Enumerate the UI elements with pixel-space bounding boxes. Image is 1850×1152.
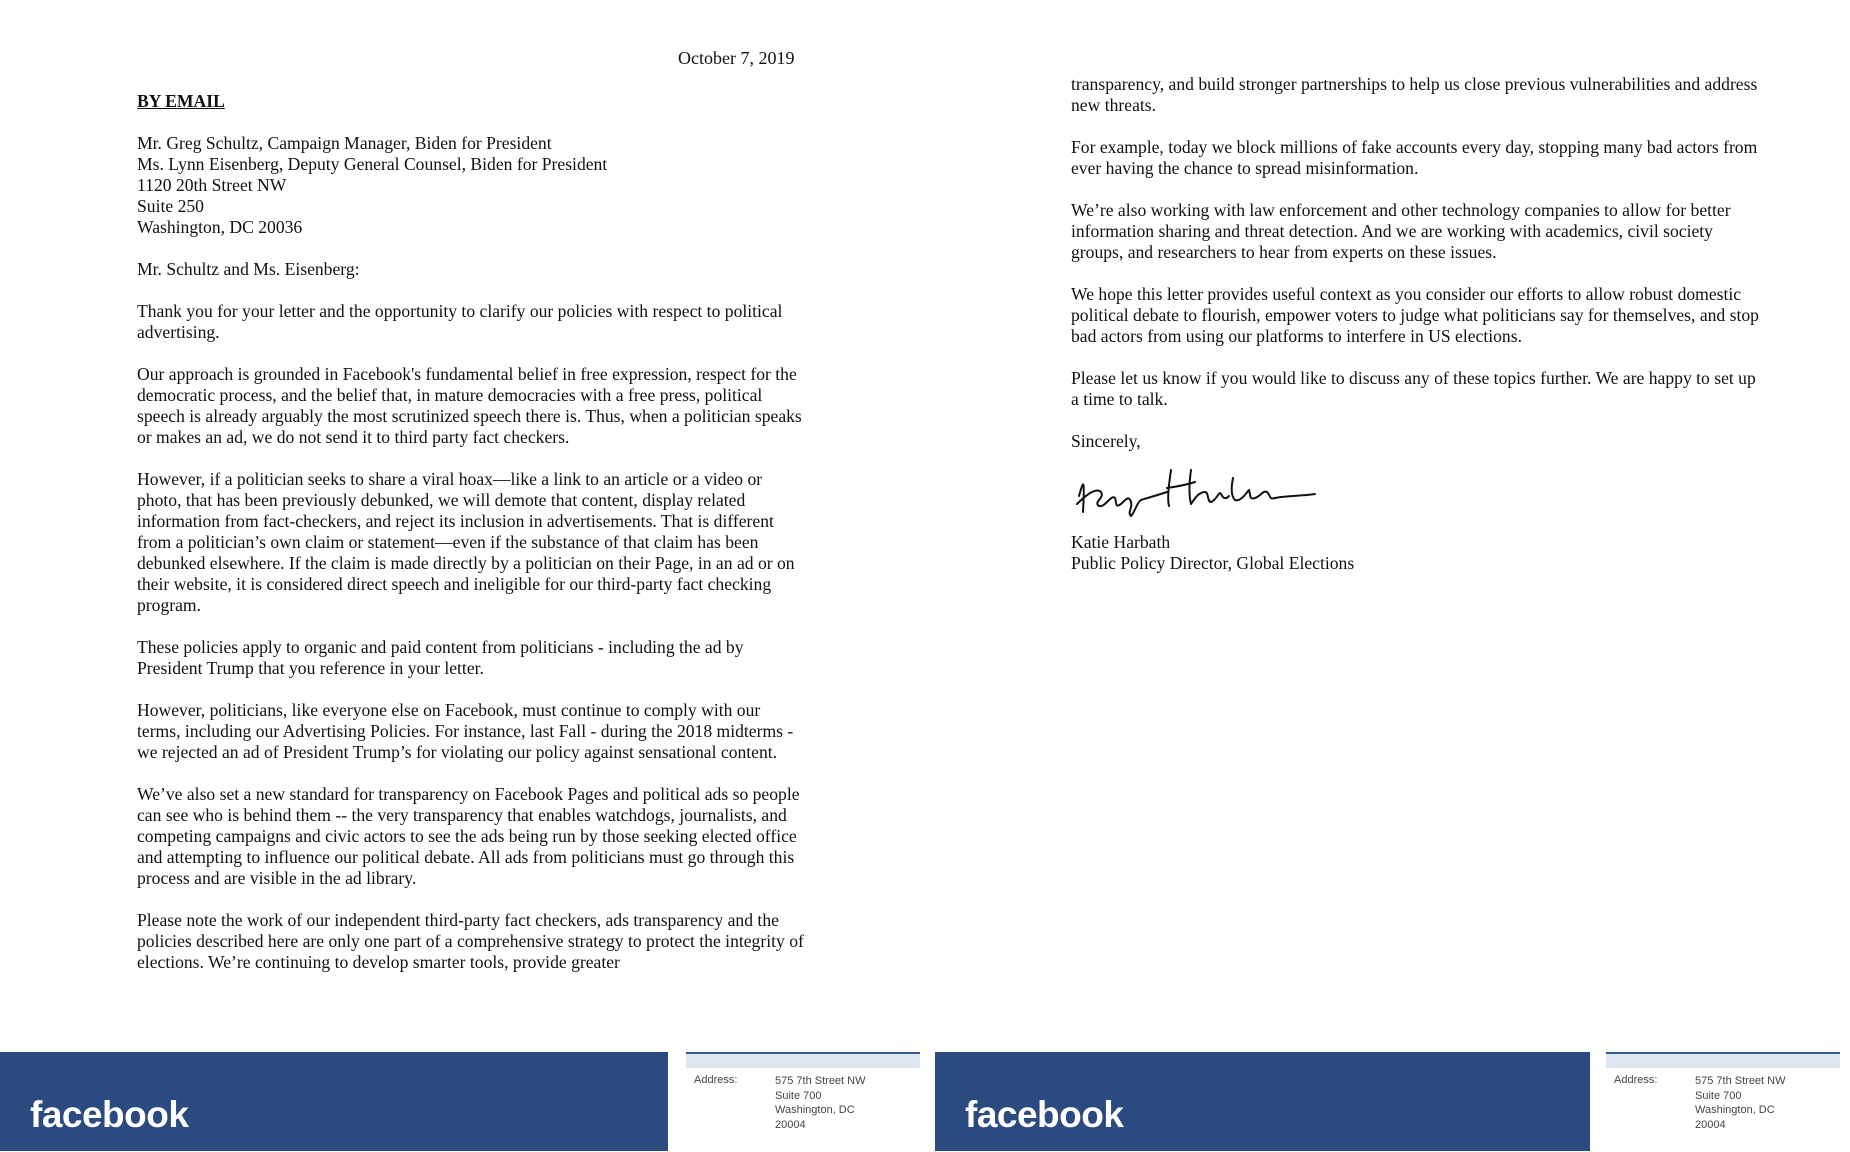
address-line: 20004 — [1695, 1118, 1726, 1131]
paragraph: We’ve also set a new standard for transparency on Facebook Pages and political ads so people can see who is behind them -- the very transparency that enables watchdogs, journalists, and competing campaigns and civic actors to see the ads being run by those seeking elected office and attempting to influence our political debate. All ads from politicians must go through this process and are visible in the ad library. — [137, 784, 800, 888]
address-bar — [1606, 1052, 1840, 1068]
closing: Sincerely, — [1071, 431, 1141, 451]
letter-body-page-2 — [1071, 74, 1761, 595]
footer-address — [1606, 1052, 1840, 1151]
paragraph: However, politicians, like everyone else on Facebook, must continue to comply with our terms, including our Advertising Policies. For instance, last Fall - during the 2018 midterms - we rejected an ad of President Trump’s for violating our policy against sensational content. — [137, 700, 794, 762]
paragraph: Please let us know if you would like to discuss any of these topics further. We are happy to set up a time to talk. — [1071, 368, 1756, 409]
recipient-line: Washington, DC 20036 — [137, 217, 303, 237]
recipient-line: Ms. Lynn Eisenberg, Deputy General Counsel, Biden for President — [137, 154, 608, 174]
address-line: Suite 700 — [775, 1089, 822, 1102]
letter-page-2 — [935, 0, 1850, 1152]
facebook-logo: facebook — [965, 1094, 1124, 1135]
address-label: Address: — [1614, 1074, 1658, 1086]
facebook-logo: facebook — [30, 1094, 189, 1135]
signature — [1071, 462, 1321, 522]
signer-title: Public Policy Director, Global Elections — [1071, 553, 1355, 573]
address-line: Suite 700 — [1695, 1089, 1742, 1102]
footer-band — [935, 1052, 1590, 1151]
paragraph: For example, today we block millions of fake accounts every day, stopping many bad actors from ever having the chance to spread misinformation. — [1071, 137, 1758, 178]
address-bar — [686, 1052, 920, 1068]
address-line: 20004 — [775, 1118, 806, 1131]
signer-name: Katie Harbath — [1071, 532, 1171, 552]
letterhead-footer — [935, 1052, 1850, 1152]
address-label: Address: — [694, 1074, 738, 1086]
paragraph: We hope this letter provides useful context as you consider our efforts to allow robust domestic political debate to flourish, empower voters to judge what politicians say for themselves, and stop bad actors from using our platforms to interfere in US elections. — [1071, 284, 1759, 346]
address-line: Washington, DC — [1695, 1104, 1775, 1116]
letter-body-page-1 — [137, 91, 807, 994]
paragraph: Our approach is grounded in Facebook's fundamental belief in free expression, respect for the democratic process, and the belief that, in mature democracies with a free press, political speech is already arguably the most scrutinized speech there is. Thus, when a politician speaks or makes an ad, we do not send it to third party fact checkers. — [137, 364, 802, 447]
paragraph: Thank you for your letter and the opportunity to clarify our policies with respect to political advertising. — [137, 301, 783, 342]
paragraph: However, if a politician seeks to share a viral hoax—like a link to an article or a video or photo, that has been previously debunked, we will demote that content, display related information from fact-checkers, and reject its inclusion in advertisements. That is different from a politician’s own claim or statement—even if the substance of that claim has been debunked elsewhere. If the claim is made directly by a politician on their Page, in an ad or on their website, it is considered direct speech and ineligible for our third-party fact checking program. — [137, 469, 795, 615]
address-line: Washington, DC — [775, 1104, 855, 1116]
address-value — [775, 1074, 866, 1132]
salutation: Mr. Schultz and Ms. Eisenberg: — [137, 259, 360, 279]
paragraph: We’re also working with law enforcement and other technology companies to allow for better information sharing and threat detection. And we are working with academics, civil society groups, and researchers to hear from experts on these issues. — [1071, 200, 1731, 262]
letterhead-footer — [0, 1052, 925, 1152]
paragraph: transparency, and build stronger partnerships to help us close previous vulnerabilities and address new threats. — [1071, 74, 1758, 115]
address-line: 575 7th Street NW — [1695, 1075, 1786, 1087]
recipient-line: Suite 250 — [137, 196, 204, 216]
address-line: 575 7th Street NW — [775, 1075, 866, 1087]
signer-block — [1071, 532, 1761, 574]
letter-date: October 7, 2019 — [678, 48, 795, 68]
paragraph: Please note the work of our independent third-party fact checkers, ads transparency and the policies described here are only one part of a comprehensive strategy to protect the integrity of elections. We’re continuing to develop smarter tools, provide greater — [137, 910, 804, 972]
recipient-line: Mr. Greg Schultz, Campaign Manager, Biden for President — [137, 133, 552, 153]
address-value — [1695, 1074, 1786, 1132]
footer-band — [0, 1052, 668, 1151]
recipient-block — [137, 133, 807, 238]
footer-address — [686, 1052, 920, 1151]
paragraph: These policies apply to organic and paid content from politicians - including the ad by President Trump that you reference in your letter. — [137, 637, 744, 678]
recipient-line: 1120 20th Street NW — [137, 175, 287, 195]
delivery-method: BY EMAIL — [137, 91, 225, 111]
